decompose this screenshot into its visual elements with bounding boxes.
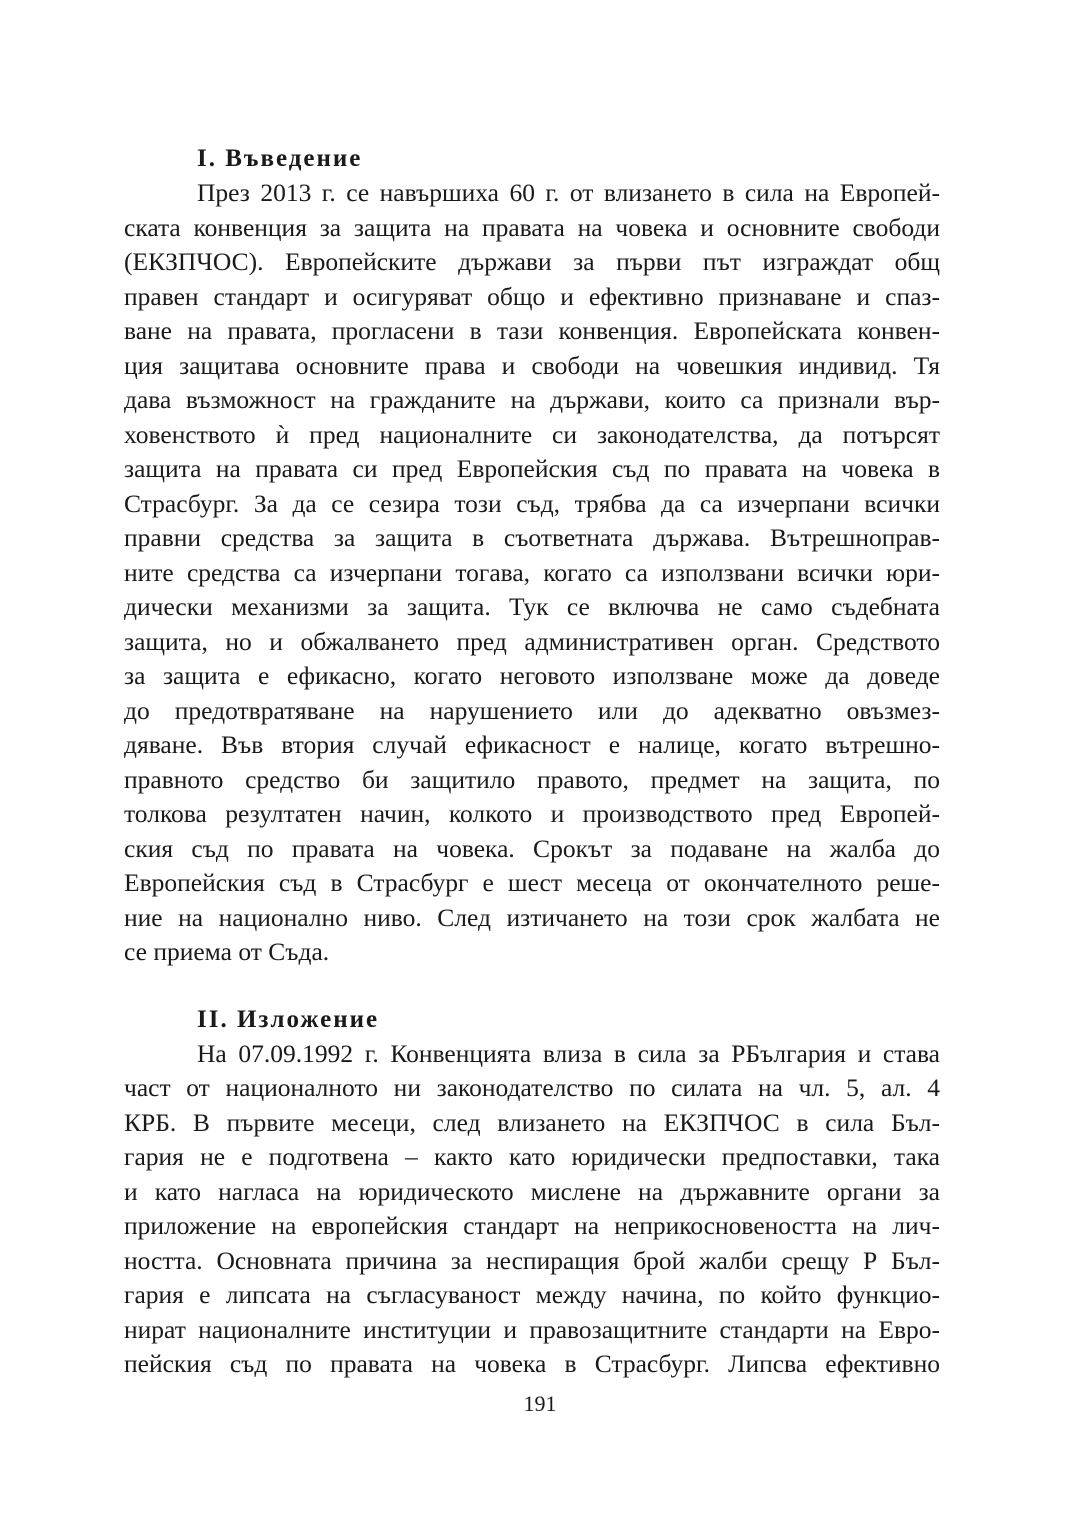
page-number: 191 <box>523 1391 557 1416</box>
text-line: КРБ. В първите месеци, след влизането на ЕКЗПЧОС в сила Бъл- <box>124 1107 940 1137</box>
text-line: ване на правата, прогласени в тази конвенция. Европейската конвен- <box>124 316 940 345</box>
text-line: Страсбург. За да се сезира този съд, трябва да са изчерпани всички <box>124 488 940 518</box>
text-line: ската конвенция за защита на правата на човека и основните свободи <box>124 212 940 242</box>
text-line: дически механизми за защита. Тук се включва не само съдебната <box>124 592 940 621</box>
exposition-paragraph <box>124 1037 940 1382</box>
text-line: и като нагласа на юридическото мислене на държавните органи за <box>124 1176 940 1206</box>
section-heading-introduction: I. Въведение <box>197 145 363 172</box>
text-line: за защита е ефикасно, когато неговото използване може да доведе <box>124 661 940 690</box>
text-line: ция защитава основните права и свободи на човешкия индивид. Тя <box>124 350 940 380</box>
text-line: (ЕКЗПЧОС). Европейските държави за първи път изграждат общ <box>124 247 940 276</box>
text-line: ните средства са изчерпани тогава, когато са използвани всички юри- <box>124 557 940 587</box>
document-page <box>124 142 940 1382</box>
text-line: нират националните институции и правозащитните стандарти на Евро- <box>124 1314 940 1344</box>
section-heading-exposition: II. Изложение <box>197 1005 380 1033</box>
text-line: гария не е подготвена – както като юридически предпоставки, така <box>124 1142 940 1171</box>
text-line: до предотвратяване на нарушението или до адекватно овъзмез- <box>124 695 940 725</box>
text-line: част от националното ни законодателство по силата на чл. 5, ал. 4 <box>124 1073 940 1102</box>
text-line: се приема от Съда. <box>124 937 330 966</box>
text-line: През 2013 г. се навършиха 60 г. от влизането в сила на Европей- <box>197 178 940 207</box>
text-line: ховенството ѝ пред националните си законодателства, да потърсят <box>124 419 940 449</box>
text-line: защита на правата си пред Европейския съд по правата на човека в <box>124 454 940 483</box>
text-line: защита, но и обжалването пред административен орган. Средството <box>124 626 940 656</box>
text-line: гария е липсата на съгласуваност между начина, по който функцио- <box>124 1280 940 1309</box>
text-line: Европейския съд в Страсбург е шест месеца от окончателното реше- <box>124 868 940 897</box>
text-line: ския съд по правата на човека. Срокът за подаване на жалба до <box>124 833 940 863</box>
text-line: На 07.09.1992 г. Конвенцията влиза в сила за РБългария и става <box>197 1038 940 1068</box>
text-line: пейския съд по правата на човека в Страсбург. Липсва ефективно <box>124 1349 940 1378</box>
text-line: приложение на европейския стандарт на неприкосновеността на лич- <box>124 1211 940 1240</box>
text-line: правен стандарт и осигуряват общо и ефективно признаване и спаз- <box>124 281 940 311</box>
text-line: правното средство би защитило правото, предмет на защита, по <box>124 764 940 794</box>
text-line: ние на национално ниво. След изтичането на този срок жалбата не <box>124 902 940 932</box>
text-line: правни средства за защита в съответната държава. Вътрешноправ- <box>124 523 940 552</box>
text-line: толкова резултатен начин, колкото и производството пред Европей- <box>124 799 940 828</box>
text-line: ността. Основната причина за неспиращия брой жалби срещу Р Бъл- <box>124 1245 940 1275</box>
text-line: дава възможност на гражданите на държави, които са признали вър- <box>124 385 940 414</box>
introduction-paragraph <box>124 176 940 970</box>
text-line: дяване. Във втория случай ефикасност е налице, когато вътрешно- <box>124 730 940 759</box>
